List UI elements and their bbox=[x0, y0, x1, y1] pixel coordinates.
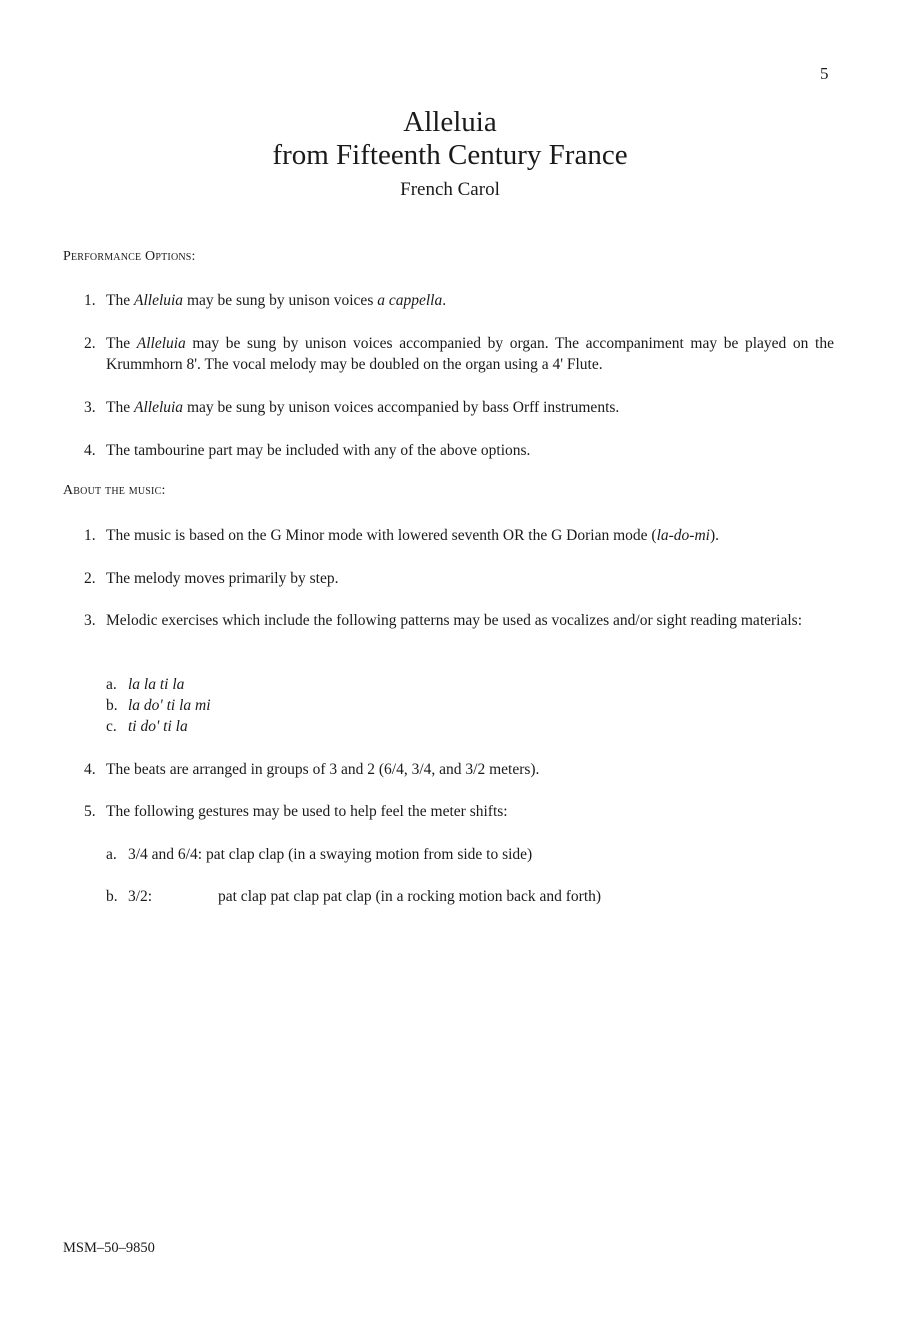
item-text: The melody moves primarily by step. bbox=[106, 570, 339, 587]
performance-option-4 bbox=[84, 440, 834, 461]
solfege-pattern: la la ti la bbox=[128, 676, 185, 693]
item-text: The tambourine part may be included with any of the above options. bbox=[106, 442, 531, 459]
item-text bbox=[106, 525, 834, 546]
sub-item-letter: b. bbox=[106, 697, 118, 714]
performance-option-3 bbox=[84, 397, 834, 418]
meter-label: 3/2: bbox=[128, 888, 153, 905]
about-music-heading: About the music: bbox=[63, 483, 166, 498]
text-segment: may be sung by unison voices accompanied by organ. The accompaniment may be played on the Krummhorn 8'. The vocal melody may be doubled on the organ using a 4' Flute. bbox=[106, 335, 834, 373]
text-segment: . bbox=[442, 292, 447, 309]
item-text: The following gestures may be used to help feel the meter shifts: bbox=[106, 803, 508, 820]
text-segment: The bbox=[106, 399, 134, 416]
performance-options-heading: Performance Options: bbox=[63, 249, 196, 264]
text-segment: The bbox=[106, 292, 134, 309]
item-text bbox=[106, 333, 834, 375]
text-segment: The bbox=[106, 335, 137, 352]
about-music-item-3 bbox=[84, 610, 834, 631]
item-text bbox=[106, 397, 834, 418]
about-music-item-1 bbox=[84, 525, 834, 546]
item-number: 2. bbox=[84, 570, 96, 587]
gesture-b bbox=[106, 886, 601, 907]
solfege-pattern: ti do' ti la bbox=[128, 718, 188, 735]
page-number: 5 bbox=[820, 64, 829, 83]
item-number: 1. bbox=[84, 527, 96, 544]
sub-item-letter: c. bbox=[106, 718, 117, 735]
meter-label: 3/4 and 6/4: bbox=[128, 846, 203, 863]
sub-item-letter: a. bbox=[106, 676, 117, 693]
title-line-2: from Fifteenth Century France bbox=[272, 139, 628, 171]
about-music-item-5 bbox=[84, 801, 834, 822]
italic-text: Alleluia bbox=[133, 399, 184, 416]
text-segment: may be sung by unison voices accompanied by bass Orff instruments. bbox=[183, 399, 620, 416]
italic-text: la-do-mi bbox=[656, 527, 710, 544]
item-number: 1. bbox=[84, 292, 96, 309]
item-number: 4. bbox=[84, 761, 96, 778]
gesture-a bbox=[106, 844, 532, 865]
pattern-c bbox=[106, 716, 188, 737]
italic-text: a cappella bbox=[377, 292, 443, 309]
gesture-text: pat clap pat clap pat clap (in a rocking motion back and forth) bbox=[218, 888, 602, 905]
item-text: The beats are arranged in groups of 3 and 2 (6/4, 3/4, and 3/2 meters). bbox=[106, 761, 540, 778]
text-segment: may be sung by unison voices bbox=[183, 292, 378, 309]
about-music-item-2 bbox=[84, 568, 834, 589]
performance-option-1 bbox=[84, 290, 834, 311]
item-number: 2. bbox=[84, 335, 96, 352]
performance-option-2 bbox=[84, 333, 834, 375]
title-block bbox=[0, 106, 900, 202]
gesture-text: pat clap clap (in a swaying motion from side to side) bbox=[205, 846, 533, 863]
subtitle: French Carol bbox=[400, 179, 500, 200]
text-segment: ). bbox=[709, 527, 720, 544]
italic-text: Alleluia bbox=[133, 292, 184, 309]
sub-item-letter: a. bbox=[106, 846, 117, 863]
item-number: 3. bbox=[84, 612, 96, 629]
title-line-1: Alleluia bbox=[403, 106, 497, 138]
item-number: 5. bbox=[84, 803, 96, 820]
catalog-code: MSM–50–9850 bbox=[63, 1240, 155, 1256]
item-text bbox=[106, 290, 834, 311]
about-music-item-4 bbox=[84, 759, 834, 780]
pattern-a bbox=[106, 674, 184, 695]
pattern-b bbox=[106, 695, 211, 716]
text-segment: The music is based on the G Minor mode with lowered seventh OR the G Dorian mode ( bbox=[106, 527, 657, 544]
solfege-pattern: la do' ti la mi bbox=[128, 697, 211, 714]
sub-item-letter: b. bbox=[106, 888, 118, 905]
item-text: Melodic exercises which include the following patterns may be used as vocalizes and/or sight reading materials: bbox=[106, 612, 802, 629]
item-number: 3. bbox=[84, 399, 96, 416]
italic-text: Alleluia bbox=[136, 335, 186, 352]
item-number: 4. bbox=[84, 442, 96, 459]
